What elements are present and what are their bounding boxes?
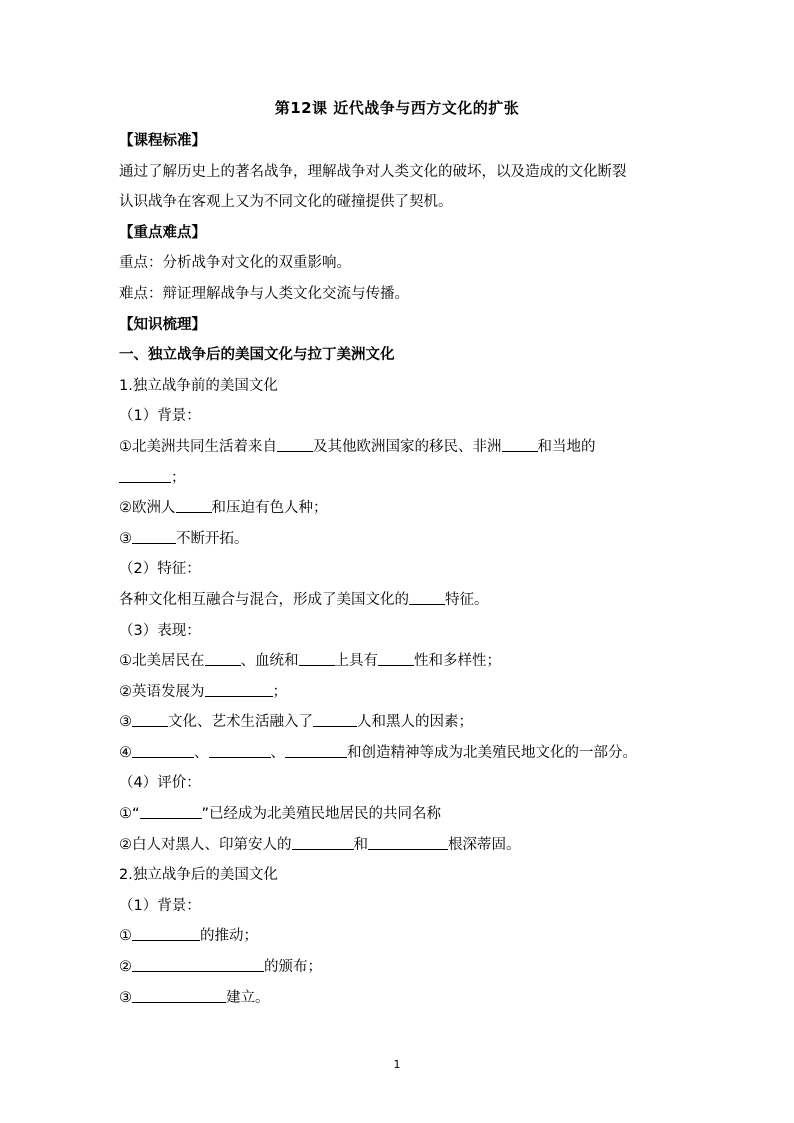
text-segment: ①“ xyxy=(119,806,140,823)
q2-background-label: （1）背景： xyxy=(119,897,201,914)
text-segment: 不断开拓。 xyxy=(176,530,249,547)
fill-blank[interactable] xyxy=(132,988,226,1003)
curriculum-text-line-1: 通过了解历史上的著名战争，理解战争对人类文化的破坏，以及造成的文化断裂 xyxy=(119,163,627,180)
text-segment: ③ xyxy=(119,989,132,1006)
fill-blank[interactable] xyxy=(140,804,202,819)
q1-feature-item xyxy=(119,585,694,616)
text-segment: 特征。 xyxy=(445,591,489,608)
q1-evaluation-item-1 xyxy=(119,799,694,830)
q1-background-item-1-continued xyxy=(119,463,694,494)
fill-blank[interactable] xyxy=(368,835,448,850)
text-segment: ③ xyxy=(119,714,132,731)
q1-heading: 1.独立战争前的美国文化 xyxy=(119,377,278,394)
fill-blank[interactable] xyxy=(285,743,347,758)
fill-blank[interactable] xyxy=(132,957,264,972)
fill-blank[interactable] xyxy=(409,590,445,605)
fill-blank[interactable] xyxy=(205,651,241,666)
text-segment: 和压迫有色人种； xyxy=(211,500,328,517)
text-segment: ①北美洲共同生活着来自 xyxy=(119,438,277,455)
page-title: 第12课 近代战争与西方文化的扩张 xyxy=(274,99,520,117)
fill-blank[interactable] xyxy=(176,498,212,513)
fill-blank[interactable] xyxy=(292,835,354,850)
text-segment: 及其他欧洲国家的移民、非洲 xyxy=(313,438,502,455)
fill-blank[interactable] xyxy=(132,926,200,941)
fill-blank[interactable] xyxy=(502,437,538,452)
text-segment: 和 xyxy=(353,836,368,853)
text-segment: 、 xyxy=(270,744,285,761)
part1-heading: 一、独立战争后的美国文化与拉丁美洲文化 xyxy=(119,347,395,364)
difficult-point-text: 难点：辩证理解战争与人类文化交流与传播。 xyxy=(119,285,409,302)
text-segment: ； xyxy=(171,469,186,486)
q2-background-item-3 xyxy=(119,983,694,1014)
q1-background-item-1 xyxy=(119,432,694,463)
text-segment: 人和黑人的因素； xyxy=(357,714,473,731)
text-segment: 上具有 xyxy=(334,653,378,670)
fill-blank[interactable] xyxy=(209,743,271,758)
text-segment: 各种文化相互融合与混合，形成了美国文化的 xyxy=(119,591,409,608)
page-number: 1 xyxy=(393,1058,401,1071)
q2-heading: 2.独立战争后的美国文化 xyxy=(119,867,278,884)
knowledge-heading: 【知识梳理】 xyxy=(119,316,206,333)
fill-blank[interactable] xyxy=(132,712,168,727)
text-segment: 、血统和 xyxy=(240,653,299,670)
curriculum-text-line-2: 认识战争在客观上又为不同文化的碰撞提供了契机。 xyxy=(119,194,453,211)
fill-blank[interactable] xyxy=(378,651,414,666)
document-body xyxy=(119,126,694,1013)
curriculum-heading: 【课程标准】 xyxy=(119,133,206,149)
q1-performance-item-1 xyxy=(119,646,694,677)
q1-performance-item-2 xyxy=(119,677,694,708)
q1-performance-item-4 xyxy=(119,738,694,769)
key-point-text: 重点：分析战争对文化的双重影响。 xyxy=(119,255,351,272)
text-segment: ①北美居民在 xyxy=(119,653,205,670)
text-segment: 建立。 xyxy=(226,989,270,1006)
fill-blank[interactable] xyxy=(132,529,176,544)
text-segment: 、 xyxy=(194,744,209,761)
text-segment: ②欧洲人 xyxy=(119,500,176,517)
q1-feature-label: （2）特征： xyxy=(119,561,201,578)
fill-blank[interactable] xyxy=(132,743,194,758)
fill-blank[interactable] xyxy=(119,468,171,483)
q2-background-item-2 xyxy=(119,952,694,983)
text-segment: 的颁布； xyxy=(264,959,322,976)
text-segment: ③ xyxy=(119,530,132,547)
text-segment: 性和多样性； xyxy=(414,653,501,670)
keypoints-heading: 【重点难点】 xyxy=(119,224,206,241)
fill-blank[interactable] xyxy=(313,712,357,727)
text-segment: 根深蒂固。 xyxy=(448,836,521,853)
text-segment: ④ xyxy=(119,744,132,761)
q1-performance-label: （3）表现： xyxy=(119,622,201,639)
fill-blank[interactable] xyxy=(299,651,335,666)
text-segment: ”已经成为北美殖民地居民的共同名称 xyxy=(201,806,442,823)
text-segment: ②英语发展为 xyxy=(119,683,205,700)
q1-performance-item-3 xyxy=(119,707,694,738)
fill-blank[interactable] xyxy=(277,437,313,452)
text-segment: 和创造精神等成为北美殖民地文化的一部分。 xyxy=(347,744,637,761)
text-segment: 的推动； xyxy=(200,928,258,945)
q1-evaluation-item-2 xyxy=(119,830,694,861)
q2-background-item-1 xyxy=(119,921,694,952)
text-segment: 和当地的 xyxy=(537,438,596,455)
text-segment: ② xyxy=(119,959,132,976)
text-segment: ； xyxy=(272,683,287,700)
text-segment: ②白人对黑人、印第安人的 xyxy=(119,836,292,853)
q1-evaluation-label: （4）评价： xyxy=(119,775,201,792)
q1-background-item-2 xyxy=(119,493,694,524)
fill-blank[interactable] xyxy=(205,682,273,697)
q1-background-item-3 xyxy=(119,524,694,555)
text-segment: ① xyxy=(119,928,132,945)
text-segment: 文化、艺术生活融入了 xyxy=(168,714,313,731)
q1-background-label: （1）背景： xyxy=(119,408,201,425)
